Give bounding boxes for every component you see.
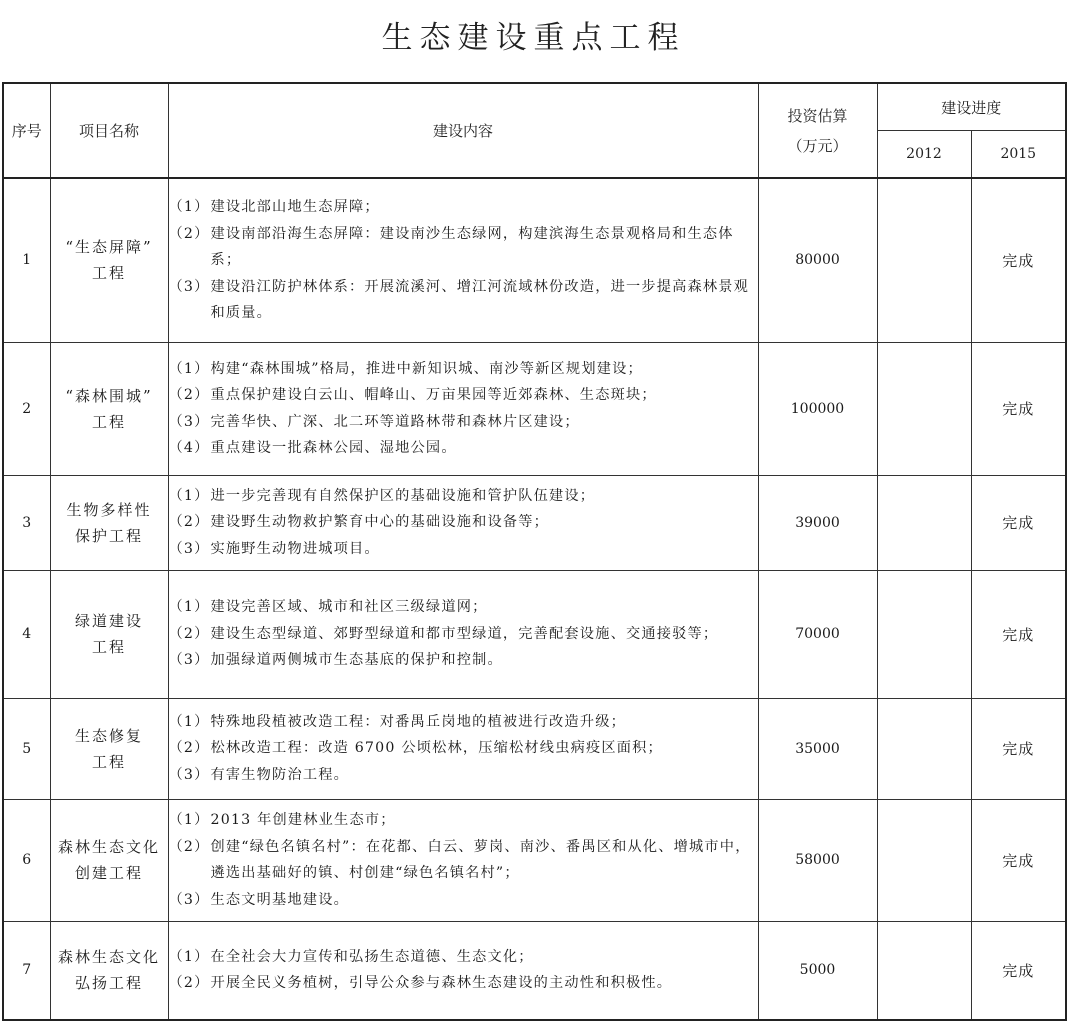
content-item [169, 970, 758, 997]
row-progress-2012 [877, 698, 971, 799]
row-seq: 4 [3, 570, 50, 698]
content-item-number: （3） [168, 766, 210, 783]
project-name-line: 保护工程 [74, 526, 143, 545]
row-project-name [50, 475, 168, 570]
row-content [168, 342, 758, 475]
header-investment-label: 投资估算 [787, 106, 848, 125]
header-seq: 序号 [3, 83, 50, 178]
row-progress-2015: 完成 [971, 921, 1066, 1020]
row-investment: 58000 [758, 799, 877, 921]
row-progress-2012 [877, 570, 971, 698]
content-item-text: 重点保护建设白云山、帽峰山、万亩果园等近郊森林、生态斑块； [210, 387, 657, 403]
project-name-line: 绿道建设 [74, 612, 143, 630]
content-item [169, 594, 758, 621]
row-progress-2012 [877, 799, 971, 921]
row-seq: 2 [3, 342, 50, 475]
content-item-text: 建设生态型绿道、郊野型绿道和都市型绿道，完善配套设施、交通接驳等； [210, 625, 719, 642]
project-name-line: 弘扬工程 [74, 974, 143, 993]
row-project-name [50, 178, 168, 342]
content-item-number: （4） [168, 440, 210, 456]
content-item [169, 647, 758, 674]
content-item-number: （1） [168, 812, 210, 828]
header-year-2015: 2015 [971, 131, 1066, 179]
table-row [3, 799, 1066, 921]
content-item [169, 887, 758, 914]
content-item-text: 建设沿江防护林体系：开展流溪河、增江河流域林份改造，进一步提高森林景观和质量。 [210, 278, 750, 321]
content-item-text: 生态文明基地建设。 [210, 891, 349, 908]
row-investment: 35000 [758, 698, 877, 799]
table-row [3, 921, 1066, 1020]
content-item-text: 2013 年创建林业生态市； [210, 812, 396, 828]
header-progress: 建设进度 [877, 83, 1066, 131]
row-progress-2015: 完成 [971, 698, 1066, 799]
project-name-line: 生物多样性 [66, 500, 152, 519]
project-name-line: 森林生态文化 [57, 948, 160, 967]
content-item-number: （2） [168, 387, 210, 403]
project-name-line: 工程 [91, 638, 126, 656]
projects-table [2, 82, 1067, 1021]
row-seq: 7 [3, 921, 50, 1020]
content-item [169, 709, 758, 736]
row-project-name [50, 570, 168, 698]
content-item-text: 松林改造工程：改造 6700 公顷松林，压缩松材线虫病疫区面积； [210, 740, 663, 757]
content-item-number: （2） [168, 625, 210, 642]
content-item [169, 356, 758, 383]
content-item [169, 409, 758, 436]
content-item [169, 435, 758, 462]
content-item-number: （1） [168, 199, 210, 215]
content-item [169, 834, 758, 887]
content-item-text: 加强绿道两侧城市生态基底的保护和控制。 [210, 652, 503, 669]
row-project-name [50, 799, 168, 921]
content-item-number: （2） [168, 740, 210, 757]
content-item-text: 创建“绿色名镇名村”：在花都、白云、萝岗、南沙、番禺区和从化、增城市中，遴选出基础好的镇、村创建“绿色名镇名村”； [210, 838, 751, 881]
content-item-text: 建设南部沿海生态屏障：建设南沙生态绿网，构建滨海生态景观格局和生态体系； [210, 225, 734, 268]
row-investment: 80000 [758, 178, 877, 342]
content-item [169, 621, 758, 648]
content-item [169, 194, 758, 221]
content-item [169, 274, 758, 327]
header-investment-unit: （万元） [787, 136, 848, 155]
table-row [3, 178, 1066, 342]
row-progress-2012 [877, 178, 971, 342]
row-investment: 39000 [758, 475, 877, 570]
row-progress-2015: 完成 [971, 475, 1066, 570]
content-item-number: （1） [168, 599, 210, 616]
row-progress-2015: 完成 [971, 570, 1066, 698]
project-name-line: “生态屏障” [65, 238, 153, 257]
row-progress-2012 [877, 342, 971, 475]
table-row [3, 570, 1066, 698]
content-item [169, 944, 758, 971]
content-item [169, 807, 758, 834]
row-project-name [50, 342, 168, 475]
row-investment: 5000 [758, 921, 877, 1020]
content-item-number: （3） [168, 652, 210, 669]
content-item-number: （1） [168, 487, 210, 504]
table-header [3, 83, 1066, 178]
table-row [3, 698, 1066, 799]
content-item-number: （3） [168, 891, 210, 908]
content-item [169, 536, 758, 563]
header-investment [758, 83, 877, 178]
project-name-line: 工程 [91, 412, 126, 431]
row-progress-2012 [877, 475, 971, 570]
row-seq: 3 [3, 475, 50, 570]
content-item-text: 在全社会大力宣传和弘扬生态道德、生态文化； [210, 948, 534, 965]
content-item-number: （3） [168, 413, 210, 430]
content-item-number: （2） [168, 838, 210, 855]
row-progress-2012 [877, 921, 971, 1020]
header-name: 项目名称 [50, 83, 168, 178]
content-item-text: 特殊地段植被改造工程：对番禺丘岗地的植被进行改造升级； [210, 713, 626, 730]
project-name-line: 生态修复 [74, 726, 143, 745]
row-content [168, 178, 758, 342]
table-row [3, 475, 1066, 570]
row-project-name [50, 698, 168, 799]
row-project-name [50, 921, 168, 1020]
project-name-line: 森林生态文化 [57, 838, 160, 856]
row-seq: 6 [3, 799, 50, 921]
content-item-number: （1） [168, 948, 210, 965]
content-item-number: （3） [168, 540, 210, 557]
page-title: 生态建设重点工程 [381, 20, 686, 56]
content-item-text: 构建“森林围城”格局，推进中新知识城、南沙等新区规划建设； [210, 360, 643, 377]
row-content [168, 570, 758, 698]
content-item-text: 进一步完善现有自然保护区的基础设施和管护队伍建设； [210, 487, 596, 504]
row-content [168, 698, 758, 799]
row-content [168, 921, 758, 1020]
table-body [3, 178, 1066, 1020]
project-name-line: 创建工程 [74, 864, 143, 882]
project-name-line: “森林围城” [65, 386, 153, 405]
content-item [169, 762, 758, 789]
content-item [169, 509, 758, 536]
table-row [3, 342, 1066, 475]
content-item-text: 建设野生动物救护繁育中心的基础设施和设备等； [210, 514, 550, 531]
content-item [169, 483, 758, 510]
content-item [169, 221, 758, 274]
content-item-number: （2） [168, 975, 210, 992]
content-item-text: 重点建设一批森林公园、湿地公园。 [210, 440, 457, 456]
content-item-number: （1） [168, 713, 210, 730]
row-investment: 100000 [758, 342, 877, 475]
project-name-line: 工程 [91, 752, 126, 771]
row-progress-2015: 完成 [971, 799, 1066, 921]
content-item-number: （2） [168, 225, 210, 242]
row-progress-2015: 完成 [971, 178, 1066, 342]
row-content [168, 799, 758, 921]
content-item-number: （2） [168, 514, 210, 531]
row-content [168, 475, 758, 570]
header-year-2012: 2012 [877, 131, 971, 179]
row-seq: 5 [3, 698, 50, 799]
row-seq: 1 [3, 178, 50, 342]
content-item [169, 382, 758, 409]
content-item-text: 建设完善区域、城市和社区三级绿道网； [210, 599, 488, 616]
content-item [169, 735, 758, 762]
header-content: 建设内容 [168, 83, 758, 178]
content-item-text: 建设北部山地生态屏障； [210, 199, 380, 215]
row-progress-2015: 完成 [971, 342, 1066, 475]
content-item-text: 开展全民义务植树，引导公众参与森林生态建设的主动性和积极性。 [210, 975, 673, 992]
content-item-number: （3） [168, 278, 210, 295]
project-name-line: 工程 [91, 264, 126, 283]
content-item-number: （1） [168, 360, 210, 377]
content-item-text: 实施野生动物进城项目。 [210, 540, 380, 557]
content-item-text: 完善华快、广深、北二环等道路林带和森林片区建设； [210, 413, 580, 430]
content-item-text: 有害生物防治工程。 [210, 766, 349, 783]
row-investment: 70000 [758, 570, 877, 698]
